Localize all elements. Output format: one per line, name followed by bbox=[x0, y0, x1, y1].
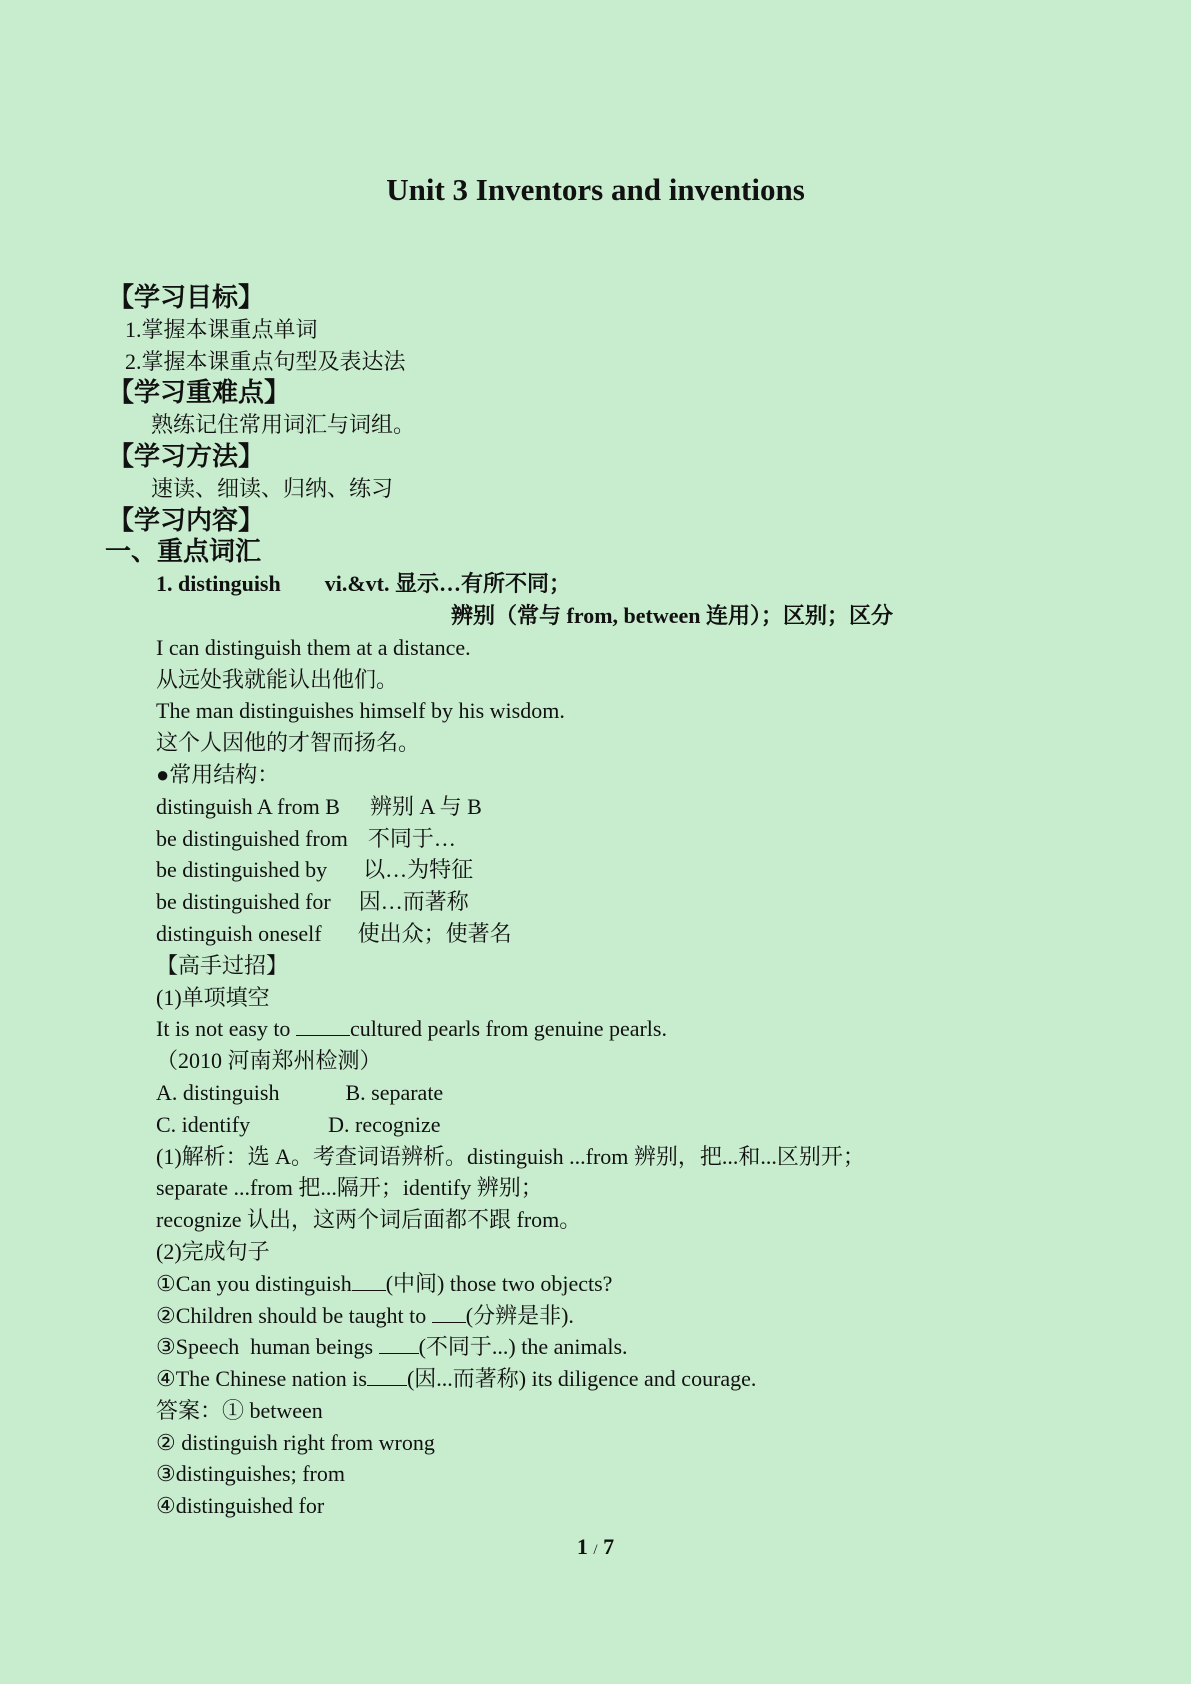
option-c: C. identify bbox=[156, 1111, 251, 1137]
entry-headword bbox=[108, 568, 1108, 600]
structure-meaning: 以…为特征 bbox=[363, 857, 474, 883]
structure-meaning: 辨别 A 与 B bbox=[369, 793, 482, 819]
answer-4: ④distinguished for bbox=[156, 1493, 325, 1519]
structure-meaning: 不同于… bbox=[367, 825, 456, 851]
answer-blank bbox=[352, 1272, 386, 1291]
question-2-label: (2)完成句子 bbox=[156, 1238, 270, 1264]
structure-row bbox=[108, 791, 1108, 823]
example-1-cn: 从远处我就能认出他们。 bbox=[156, 666, 399, 692]
structure-meaning: 使出众；使著名 bbox=[357, 920, 512, 946]
sentence-text: ①Can you distinguish bbox=[156, 1270, 352, 1296]
example-2-cn: 这个人因他的才智而扬名。 bbox=[156, 730, 421, 756]
sentence-text: ④The Chinese nation is bbox=[156, 1366, 367, 1392]
sentence-text: (分辨是非). bbox=[465, 1302, 574, 1328]
practice-heading: 【高手过招】 bbox=[156, 952, 289, 978]
sentence-text: ②Children should be taught to bbox=[156, 1302, 432, 1328]
entry-word: 1. distinguish bbox=[156, 571, 281, 597]
page-number bbox=[0, 1534, 1191, 1560]
question-1-label: (1)单项填空 bbox=[156, 984, 270, 1010]
structure-phrase: be distinguished by bbox=[156, 857, 328, 883]
sentence-4 bbox=[108, 1363, 1108, 1395]
answer-blank bbox=[296, 1017, 350, 1036]
entry-meaning-2: 辨别（常与 from, between 连用）；区别；区分 bbox=[451, 602, 893, 628]
page-separator: / bbox=[593, 1542, 598, 1558]
analysis-line-3: recognize 认出，这两个词后面都不跟 from。 bbox=[156, 1207, 582, 1233]
structure-phrase: be distinguished for bbox=[156, 889, 331, 915]
answer-3: ③distinguishes; from bbox=[156, 1461, 345, 1487]
stem-text: It is not easy to bbox=[156, 1016, 296, 1042]
structure-phrase: distinguish oneself bbox=[156, 920, 322, 946]
page-current: 1 bbox=[576, 1534, 588, 1559]
difficulty-text: 熟练记住常用词汇与词组。 bbox=[151, 412, 416, 438]
goals-heading: 【学习目标】 bbox=[108, 283, 265, 312]
structure-phrase: distinguish A from B bbox=[156, 793, 340, 819]
structure-row bbox=[108, 823, 1108, 855]
structure-phrase: be distinguished from bbox=[156, 825, 348, 851]
sentence-3 bbox=[108, 1331, 1108, 1363]
goal-2: 2.掌握本课重点句型及表达法 bbox=[125, 348, 406, 374]
example-2-en: The man distinguishes himself by his wisdom. bbox=[156, 698, 565, 724]
question-1-stem bbox=[108, 1013, 1108, 1045]
analysis-line-1: (1)解析：选 A。考查词语辨析。distinguish ...from 辨别，把...和...区别开； bbox=[156, 1143, 865, 1169]
sentence-text: ③Speech human beings bbox=[156, 1334, 379, 1360]
sentence-1 bbox=[108, 1268, 1108, 1300]
method-text: 速读、细读、归纳、练习 bbox=[151, 475, 394, 501]
option-b: B. separate bbox=[345, 1079, 444, 1105]
analysis-line-2: separate ...from 把...隔开；identify 辨别； bbox=[156, 1175, 543, 1201]
question-1-source: （2010 河南郑州检测） bbox=[156, 1048, 382, 1074]
options-row-1 bbox=[108, 1077, 1108, 1109]
stem-text: cultured pearls from genuine pearls. bbox=[349, 1016, 667, 1042]
structures-label: ●常用结构： bbox=[156, 761, 280, 787]
answer-blank bbox=[367, 1367, 407, 1386]
answer-blank bbox=[432, 1304, 466, 1323]
difficulty-heading: 【学习重难点】 bbox=[108, 378, 291, 408]
document-body bbox=[105, 282, 1108, 1522]
content-heading: 【学习内容】 bbox=[108, 505, 265, 535]
part-heading: 一、重点词汇 bbox=[105, 537, 262, 567]
entry-pos-meaning: vi.&vt. 显示…有所不同； bbox=[324, 571, 571, 597]
sentence-text: (中间) those two objects? bbox=[385, 1270, 613, 1296]
option-d: D. recognize bbox=[328, 1111, 441, 1137]
page-title: Unit 3 Inventors and inventions bbox=[386, 172, 805, 207]
answer-1: 答案：① between bbox=[156, 1397, 323, 1423]
options-row-2 bbox=[108, 1109, 1108, 1141]
structure-row bbox=[108, 918, 1108, 950]
sentence-text: (因...而著称) its diligence and courage. bbox=[406, 1366, 757, 1392]
sentence-2 bbox=[108, 1300, 1108, 1332]
answer-2: ② distinguish right from wrong bbox=[156, 1429, 435, 1455]
structure-row bbox=[108, 886, 1108, 918]
answer-blank bbox=[379, 1335, 419, 1354]
option-a: A. distinguish bbox=[156, 1079, 280, 1105]
goal-1: 1.掌握本课重点单词 bbox=[125, 316, 318, 342]
method-heading: 【学习方法】 bbox=[108, 441, 265, 471]
page-total: 7 bbox=[603, 1534, 615, 1559]
sentence-text: (不同于...) the animals. bbox=[418, 1334, 628, 1360]
structure-row bbox=[108, 854, 1108, 886]
example-1-en: I can distinguish them at a distance. bbox=[156, 634, 471, 660]
structure-meaning: 因…而著称 bbox=[358, 889, 469, 915]
